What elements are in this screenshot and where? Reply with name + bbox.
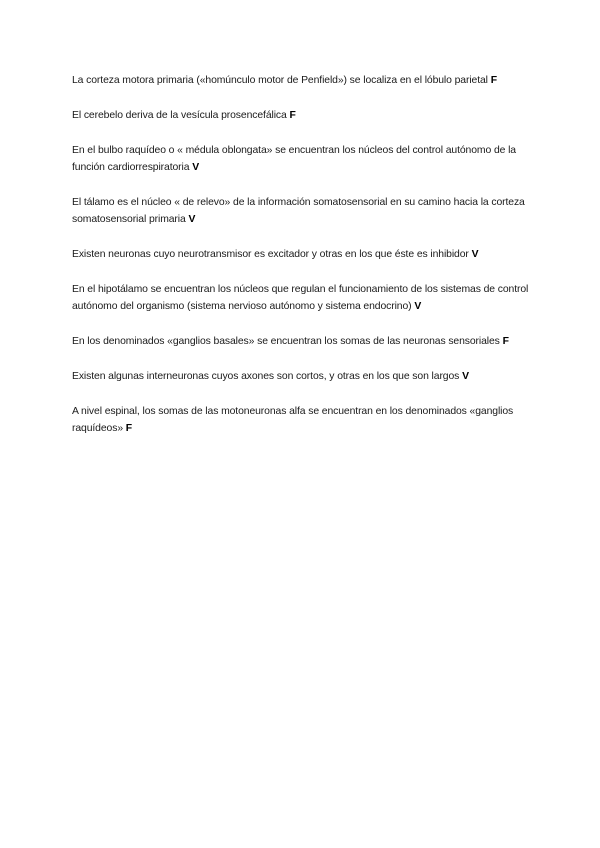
statement-text: Existen neuronas cuyo neurotransmisor es excitador y otras en los que éste es inhibidor <box>72 249 469 260</box>
statement-item <box>72 194 532 228</box>
statement-item <box>72 107 532 124</box>
statement-item <box>72 72 532 89</box>
statement-text: Existen algunas interneuronas cuyos axones son cortos, y otras en los que son largos <box>72 371 460 382</box>
statement-item <box>72 281 532 315</box>
statement-item <box>72 368 532 385</box>
statement-text: En el bulbo raquídeo o « médula oblongata» se encuentran los núcleos del control autónomo de la función cardiorrespiratoria <box>72 145 516 173</box>
statement-text: La corteza motora primaria («homúnculo motor de Penfield») se localiza en el lóbulo parietal <box>72 75 488 86</box>
statement-text: A nivel espinal, los somas de las motoneuronas alfa se encuentran en los denominados «ganglios raquídeos» <box>72 406 514 434</box>
statement-answer: V <box>188 214 196 225</box>
statement-item <box>72 403 532 437</box>
statement-item <box>72 333 532 350</box>
statement-answer: F <box>289 110 296 121</box>
statement-text: El tálamo es el núcleo « de relevo» de la información somatosensorial en su camino hacia la corteza somatosensorial primaria <box>72 197 525 225</box>
statement-item <box>72 246 532 263</box>
statement-answer: F <box>490 75 497 86</box>
statement-text: En el hipotálamo se encuentran los núcleos que regulan el funcionamiento de los sistemas de control autónomo del organismo (sistema nervioso autónomo y sistema endocrino) <box>72 284 529 312</box>
statement-item <box>72 142 532 176</box>
statement-answer: V <box>462 371 469 382</box>
statement-text: El cerebelo deriva de la vesícula prosencefálica <box>72 110 287 121</box>
statement-text: En los denominados «ganglios basales» se encuentran los somas de las neuronas sensoriales <box>72 336 500 347</box>
statement-answer: F <box>125 423 133 434</box>
statement-list <box>72 72 532 455</box>
statement-answer: F <box>502 336 509 347</box>
statement-answer: V <box>414 301 422 312</box>
statement-answer: V <box>471 249 479 260</box>
statement-answer: V <box>192 162 200 173</box>
